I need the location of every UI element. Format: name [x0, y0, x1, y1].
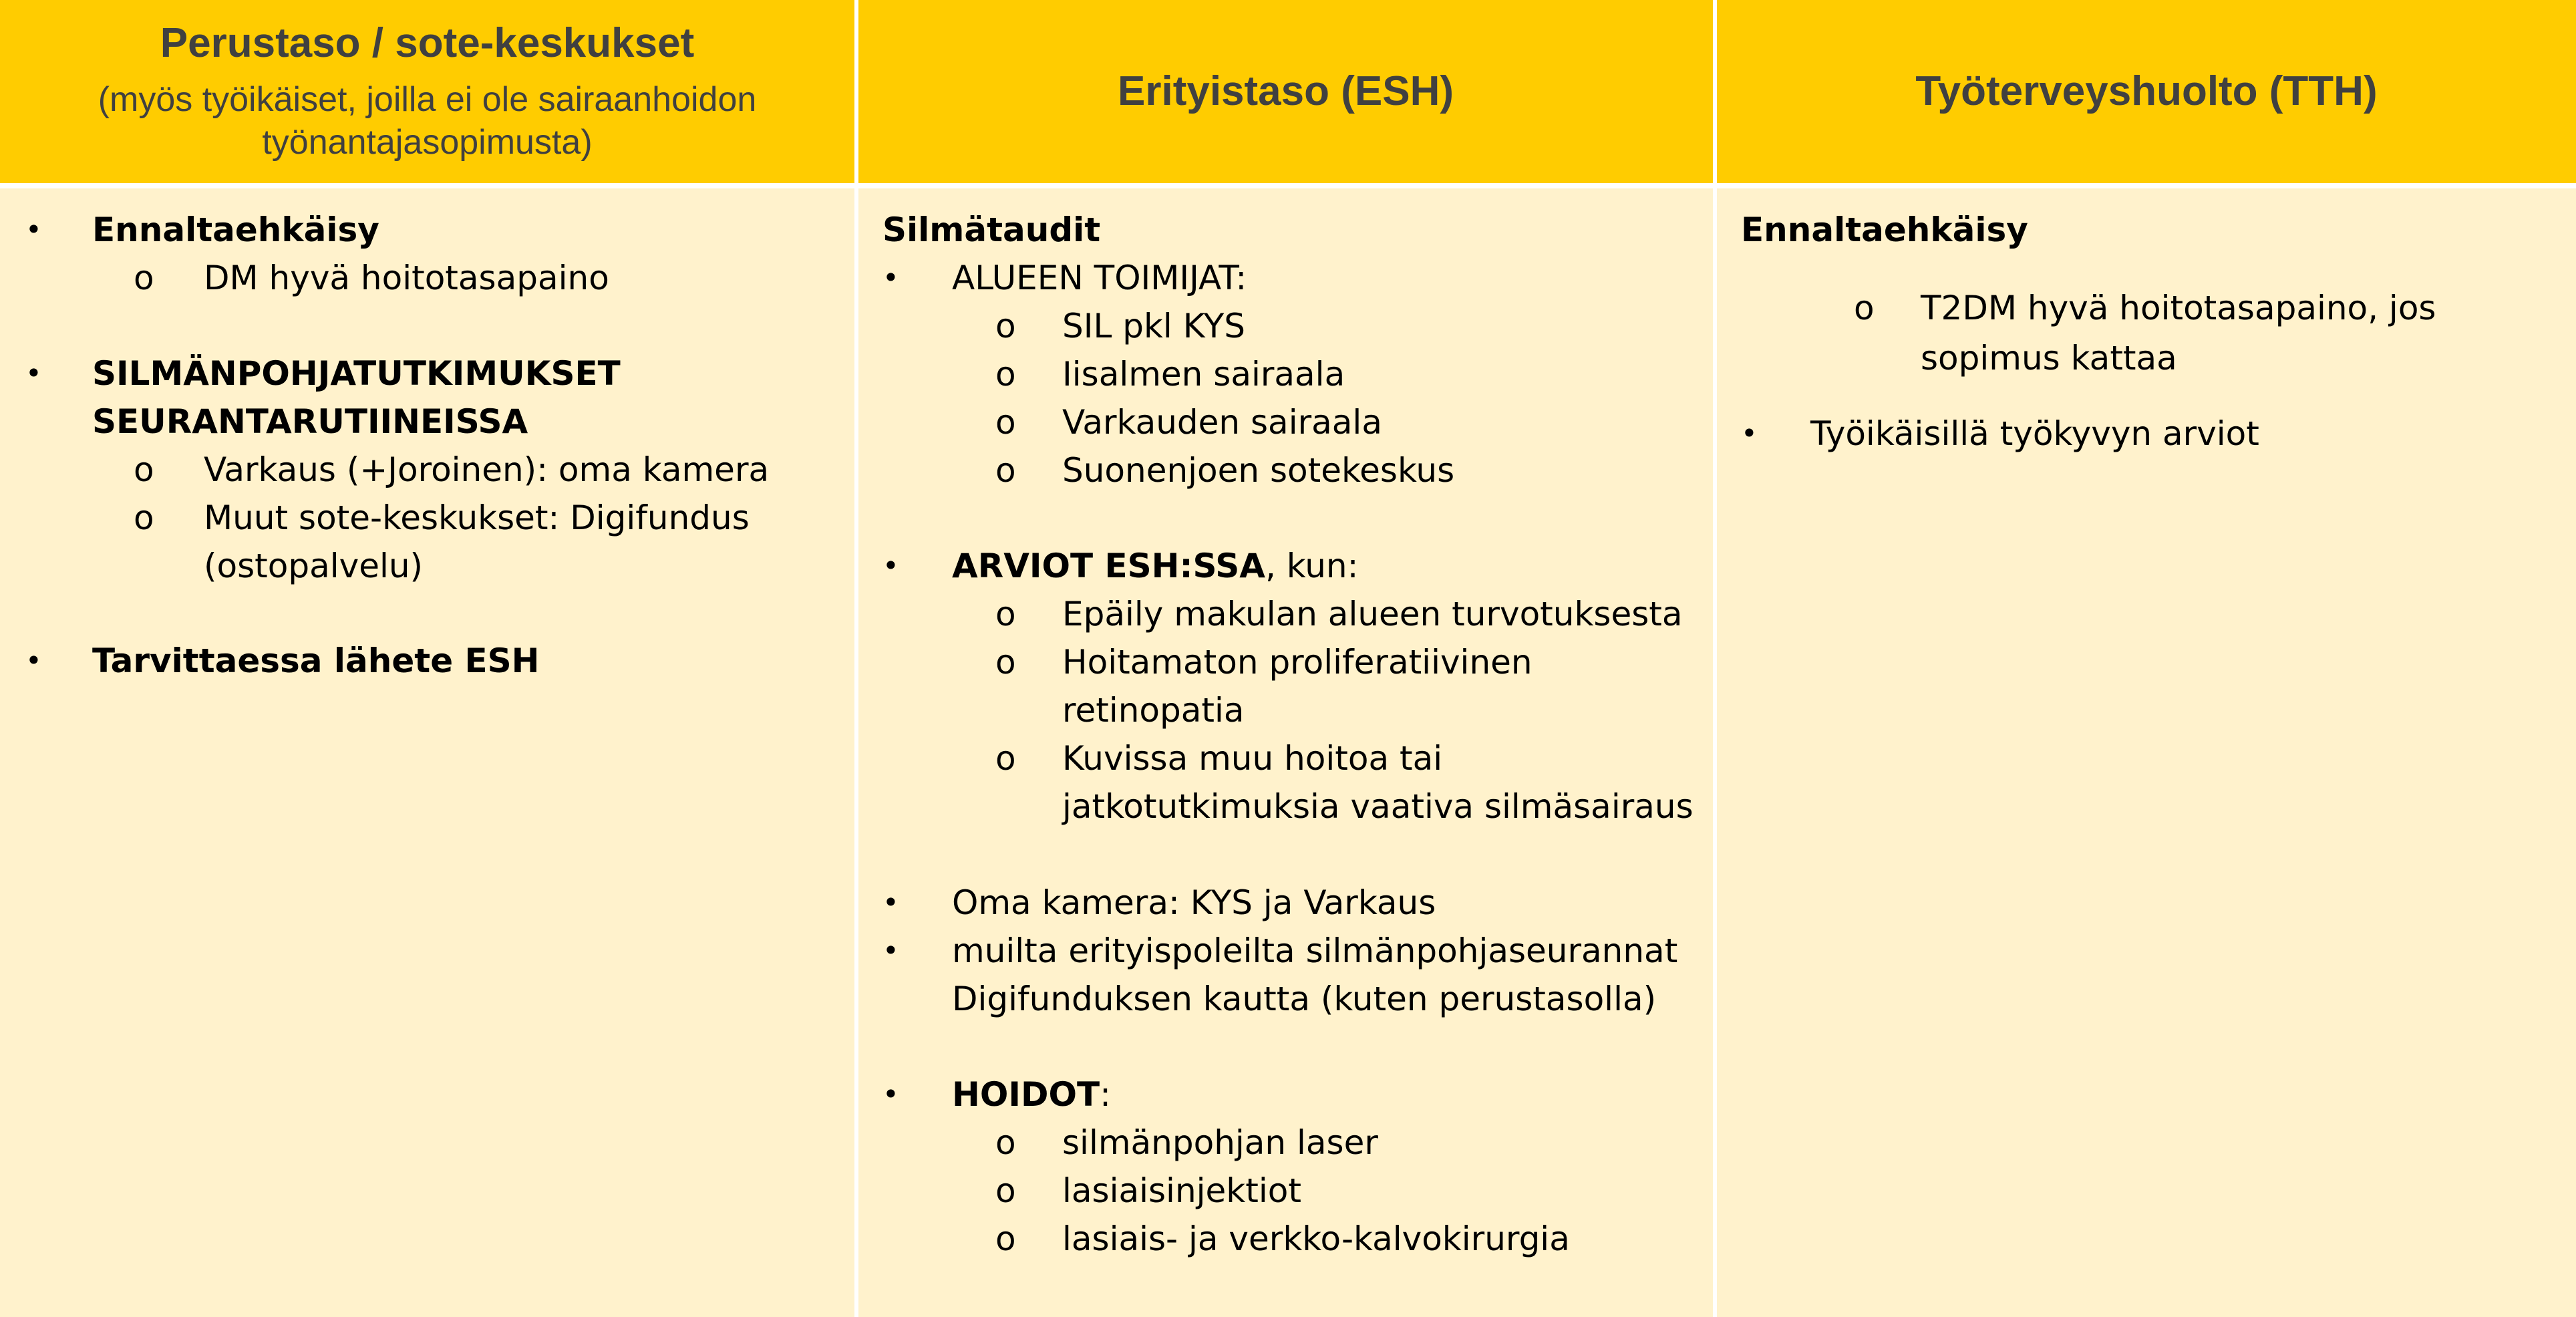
- list-item: Digifunduksen kautta (kuten perustasolla): [952, 980, 1657, 1018]
- list-item-rest: , kun:: [1265, 547, 1359, 585]
- list-item: Tarvittaessa lähete ESH: [92, 641, 540, 680]
- header-erityistaso: [858, 0, 1717, 188]
- list-item-bold: ARVIOT ESH:SSA: [952, 547, 1265, 585]
- sub-bullet-marker: o: [995, 307, 1016, 345]
- sub-bullet-marker: o: [995, 1123, 1016, 1162]
- header-subtitle-line: (myös työikäiset, joilla ei ole sairaanhoidon: [98, 80, 757, 120]
- section-heading: Silmätaudit: [882, 210, 1101, 249]
- sub-bullet-marker: o: [995, 1219, 1016, 1258]
- bullet-marker: •: [882, 549, 899, 582]
- body-tyoterveys: [1717, 188, 2576, 1317]
- sub-bullet-marker: o: [995, 643, 1016, 682]
- sub-bullet-marker: o: [134, 450, 154, 489]
- section-heading: Ennaltaehkäisy: [1741, 210, 2028, 249]
- sub-bullet-marker: o: [995, 1171, 1016, 1210]
- bullet-marker: •: [882, 1078, 899, 1111]
- list-item: SEURANTARUTIINEISSA: [92, 402, 528, 441]
- list-item: jatkotutkimuksia vaativa silmäsairaus: [1062, 787, 1694, 826]
- list-item: [952, 1070, 1111, 1119]
- bullet-marker: •: [25, 213, 42, 246]
- bullet-marker: •: [882, 886, 899, 919]
- list-item: SILMÄNPOHJATUTKIMUKSET: [92, 354, 621, 393]
- sub-bullet-marker: o: [995, 355, 1016, 394]
- list-item-rest: :: [1100, 1075, 1111, 1114]
- list-item: T2DM hyvä hoitotasapaino, jos: [1921, 289, 2436, 327]
- header-subtitle-line: työnantajasopimusta): [262, 122, 593, 162]
- bullet-marker: •: [25, 644, 42, 677]
- list-item: Varkauden sairaala: [1062, 403, 1382, 442]
- list-item: retinopatia: [1062, 691, 1245, 730]
- list-item: Epäily makulan alueen turvotuksesta: [1062, 595, 1683, 633]
- list-item: ALUEEN TOIMIJAT:: [952, 259, 1247, 297]
- header-subtitle: [71, 79, 784, 164]
- header-tyoterveys: [1717, 0, 2576, 188]
- list-item: Kuvissa muu hoitoa tai: [1062, 739, 1443, 778]
- list-item: lasiaisinjektiot: [1062, 1171, 1301, 1210]
- header-title: Perustaso / sote-keskukset: [160, 19, 695, 66]
- list-item: sopimus kattaa: [1921, 339, 2177, 378]
- list-item: Suonenjoen sotekeskus: [1062, 451, 1455, 490]
- list-item: muilta erityispoleilta silmänpohjaseurannat: [952, 931, 1678, 970]
- sub-bullet-marker: o: [995, 739, 1016, 778]
- list-item: DM hyvä hoitotasapaino: [204, 259, 609, 297]
- bullet-marker: •: [882, 261, 899, 294]
- list-item: Työikäisillä työkyvyn arviot: [1810, 414, 2259, 453]
- list-item: Muut sote-keskukset: Digifundus: [204, 498, 750, 537]
- sub-bullet-marker: o: [134, 498, 154, 537]
- bullet-marker: •: [1741, 417, 1758, 450]
- sub-bullet-marker: o: [995, 403, 1016, 442]
- body-erityistaso: [858, 188, 1717, 1317]
- list-item: lasiais- ja verkko-kalvokirurgia: [1062, 1219, 1570, 1258]
- list-item: silmänpohjan laser: [1062, 1123, 1378, 1162]
- list-item: Iisalmen sairaala: [1062, 355, 1345, 394]
- header-title: Työterveyshuolto (TTH): [1915, 68, 2378, 115]
- list-item: Hoitamaton proliferatiivinen: [1062, 643, 1533, 682]
- bullet-marker: •: [25, 357, 42, 390]
- list-item: Varkaus (+Joroinen): oma kamera: [204, 450, 770, 489]
- sub-bullet-marker: o: [1854, 289, 1875, 327]
- header-perustaso: [0, 0, 858, 188]
- header-title: Erityistaso (ESH): [1117, 68, 1454, 115]
- bullet-marker: •: [882, 934, 899, 967]
- sub-bullet-marker: o: [995, 595, 1016, 633]
- list-item: [952, 542, 1358, 590]
- list-item: Oma kamera: KYS ja Varkaus: [952, 883, 1436, 922]
- list-item: SIL pkl KYS: [1062, 307, 1245, 345]
- sub-bullet-marker: o: [134, 259, 154, 297]
- list-item: (ostopalvelu): [204, 547, 424, 585]
- sub-bullet-marker: o: [995, 451, 1016, 490]
- list-item-bold: HOIDOT: [952, 1075, 1100, 1114]
- body-perustaso: [0, 188, 858, 1317]
- list-item: Ennaltaehkäisy: [92, 210, 379, 249]
